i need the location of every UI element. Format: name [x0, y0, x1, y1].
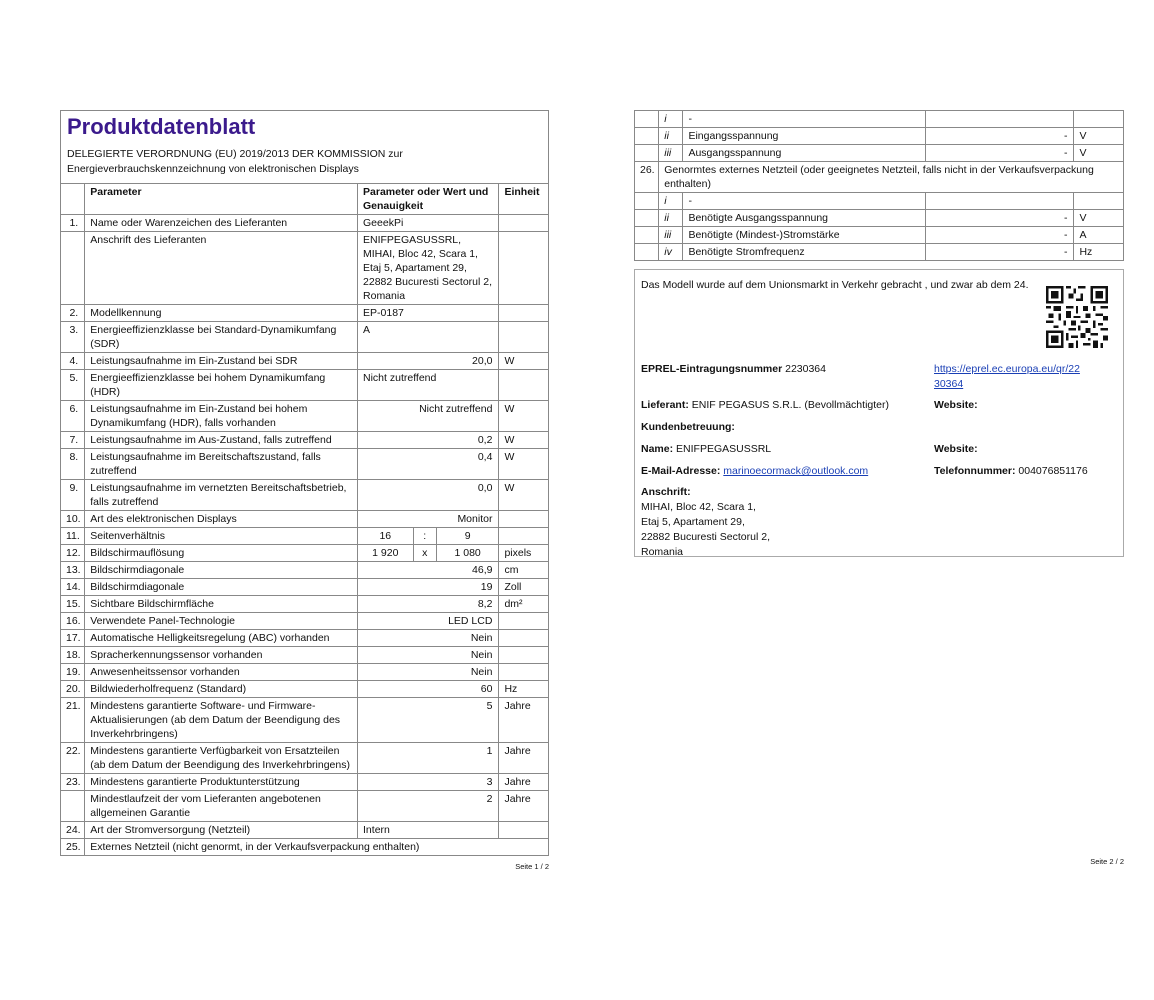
row-unit	[499, 664, 549, 681]
sub-label: -	[683, 193, 925, 210]
table-row	[61, 791, 549, 822]
table-row	[61, 432, 549, 449]
row-parameter: Sichtbare Bildschirmfläche	[85, 596, 358, 613]
row-unit	[499, 305, 549, 322]
row-value: 19	[358, 579, 499, 596]
row-parameter: Automatische Helligkeitsregelung (ABC) vorhanden	[85, 630, 358, 647]
row-value: 3	[358, 774, 499, 791]
qr-code-icon	[1046, 286, 1108, 348]
row-unit: Jahre	[499, 743, 549, 774]
row-parameter: Genormtes externes Netzteil (oder geeignetes Netzteil, falls nicht in der Verkaufsverpackung enthalten)	[659, 162, 1124, 193]
email-line	[641, 464, 868, 479]
row-index: 2.	[61, 305, 85, 322]
row-unit	[499, 647, 549, 664]
phone-label: Telefonnummer:	[934, 465, 1016, 477]
table-row	[61, 630, 549, 647]
sub-row	[635, 128, 1124, 145]
support-label: Kundenbetreuung:	[641, 421, 735, 433]
sub-value	[925, 111, 1074, 128]
row-parameter: Mindestlaufzeit der vom Lieferanten angebotenen allgemeinen Garantie	[85, 791, 358, 822]
sub-value: -	[925, 244, 1074, 261]
row-value: 8,2	[358, 596, 499, 613]
sub-unit: V	[1074, 210, 1124, 227]
phone-line	[934, 464, 1088, 479]
row-parameter: Leistungsaufnahme im Aus-Zustand, falls zutreffend	[85, 432, 358, 449]
sub-row	[635, 193, 1124, 210]
table-row	[61, 232, 549, 305]
table-row-aspect	[61, 528, 549, 545]
row-index	[635, 227, 659, 244]
row-index	[61, 791, 85, 822]
resolution-height: 1 080	[436, 545, 499, 562]
row-parameter: Bildschirmauflösung	[85, 545, 358, 562]
row-index	[635, 244, 659, 261]
row-unit	[499, 215, 549, 232]
sub-roman: ii	[659, 210, 683, 227]
row-index: 9.	[61, 480, 85, 511]
table-row	[61, 511, 549, 528]
eprel-link[interactable]	[934, 362, 1080, 392]
row-value: 5	[358, 698, 499, 743]
row-unit: Zoll	[499, 579, 549, 596]
row-index	[635, 193, 659, 210]
email-label: E-Mail-Adresse:	[641, 465, 721, 477]
website-label-1: Website:	[934, 399, 978, 411]
row-index: 23.	[61, 774, 85, 791]
row-index: 7.	[61, 432, 85, 449]
sub-value	[925, 193, 1074, 210]
sub-unit	[1074, 111, 1124, 128]
header-value: Parameter oder Wert und Genauigkeit	[358, 184, 499, 215]
website-label-2: Website:	[934, 443, 978, 455]
row-value: Nicht zutreffend	[358, 401, 499, 432]
row-index: 26.	[635, 162, 659, 193]
document-title: Produktdatenblatt	[60, 110, 549, 141]
table-row	[61, 774, 549, 791]
page-footer: Seite 2 / 2	[1090, 857, 1124, 866]
sub-label: Benötigte Ausgangsspannung	[683, 210, 925, 227]
row-parameter: Mindestens garantierte Software- und Firmware-Aktualisierungen (ab dem Datum der Beendigung des Inverkehrbringens)	[85, 698, 358, 743]
row-index: 3.	[61, 322, 85, 353]
eprel-label: EPREL-Eintragungsnummer	[641, 363, 783, 375]
resolution-width: 1 920	[358, 545, 414, 562]
address-line-3: 22882 Bucuresti Sectorul 2,	[641, 531, 770, 543]
row-value: 0,0	[358, 480, 499, 511]
table-row	[61, 613, 549, 630]
row-parameter: Bildschirmdiagonale	[85, 562, 358, 579]
address-line-2: Etaj 5, Apartament 29,	[641, 516, 745, 528]
page-2	[634, 110, 1124, 866]
row-parameter: Leistungsaufnahme im Ein-Zustand bei hohem Dynamikumfang (HDR), falls vorhanden	[85, 401, 358, 432]
row-parameter: Name oder Warenzeichen des Lieferanten	[85, 215, 358, 232]
row-parameter: Energieeffizienzklasse bei Standard-Dynamikumfang (SDR)	[85, 322, 358, 353]
power-supply-table	[634, 110, 1124, 261]
sub-unit: V	[1074, 145, 1124, 162]
row-index: 10.	[61, 511, 85, 528]
row-unit	[499, 613, 549, 630]
row-unit	[499, 232, 549, 305]
row-unit: pixels	[499, 545, 549, 562]
row-unit: dm²	[499, 596, 549, 613]
header-index	[61, 184, 85, 215]
resolution-separator: x	[413, 545, 436, 562]
sub-row	[635, 227, 1124, 244]
aspect-width: 16	[358, 528, 414, 545]
sub-value: -	[925, 128, 1074, 145]
row-unit	[499, 630, 549, 647]
row-index: 20.	[61, 681, 85, 698]
row-value: EP-0187	[358, 305, 499, 322]
row-index: 12.	[61, 545, 85, 562]
row-index: 15.	[61, 596, 85, 613]
table-row	[61, 698, 549, 743]
row-index: 25.	[61, 839, 85, 856]
row-value: 1	[358, 743, 499, 774]
row-unit: W	[499, 353, 549, 370]
row-index: 1.	[61, 215, 85, 232]
row-parameter: Leistungsaufnahme im Ein-Zustand bei SDR	[85, 353, 358, 370]
table-row-resolution	[61, 545, 549, 562]
row-parameter: Modellkennung	[85, 305, 358, 322]
row-unit: Hz	[499, 681, 549, 698]
supplier-value: ENIF PEGASUS S.R.L. (Bevollmächtigter)	[691, 399, 889, 411]
row-index: 19.	[61, 664, 85, 681]
table-row	[61, 743, 549, 774]
row-index	[635, 111, 659, 128]
sub-row	[635, 244, 1124, 261]
row-unit: cm	[499, 562, 549, 579]
sub-roman: iii	[659, 227, 683, 244]
row-value: LED LCD	[358, 613, 499, 630]
table-row	[61, 562, 549, 579]
sub-roman: i	[659, 111, 683, 128]
row-unit	[499, 511, 549, 528]
row-index: 11.	[61, 528, 85, 545]
row-parameter: Bildschirmdiagonale	[85, 579, 358, 596]
row-index: 4.	[61, 353, 85, 370]
header-unit: Einheit	[499, 184, 549, 215]
row-unit: W	[499, 401, 549, 432]
row-unit	[499, 822, 549, 839]
row-unit: W	[499, 449, 549, 480]
supplier-label: Lieferant:	[641, 399, 689, 411]
row-index: 8.	[61, 449, 85, 480]
supplier-info-box	[634, 269, 1124, 557]
address-block	[641, 500, 770, 560]
table-row	[61, 664, 549, 681]
sub-row	[635, 111, 1124, 128]
table-row	[61, 305, 549, 322]
table-row	[61, 579, 549, 596]
row-value: Monitor	[358, 511, 499, 528]
row-index	[635, 128, 659, 145]
row-parameter: Art der Stromversorgung (Netzteil)	[85, 822, 358, 839]
page-1	[60, 110, 549, 871]
document-subtitle	[60, 141, 549, 183]
row-parameter: Leistungsaufnahme im Bereitschaftszustand, falls zutreffend	[85, 449, 358, 480]
row-unit	[499, 528, 549, 545]
row-parameter: Anschrift des Lieferanten	[85, 232, 358, 305]
table-row	[61, 647, 549, 664]
sub-label: -	[683, 111, 925, 128]
row-index	[635, 145, 659, 162]
supplier-line	[641, 398, 889, 413]
sub-row	[635, 145, 1124, 162]
row-parameter: Mindestens garantierte Verfügbarkeit von Ersatzteilen (ab dem Datum der Beendigung des Inverkehrbringens)	[85, 743, 358, 774]
row-parameter: Spracherkennungssensor vorhanden	[85, 647, 358, 664]
row-value: GeeekPi	[358, 215, 499, 232]
row-value: ENIFPEGASUSSRL, MIHAI, Bloc 42, Scara 1, Etaj 5, Apartament 29, 22882 Bucuresti Sectorul 2, Romania	[358, 232, 499, 305]
row-value: Nein	[358, 630, 499, 647]
row-value: Intern	[358, 822, 499, 839]
table-row	[61, 480, 549, 511]
row-value: Nicht zutreffend	[358, 370, 499, 401]
row-parameter: Bildwiederholfrequenz (Standard)	[85, 681, 358, 698]
sub-value: -	[925, 145, 1074, 162]
row-value: 0,2	[358, 432, 499, 449]
sub-roman: iii	[659, 145, 683, 162]
table-row	[61, 401, 549, 432]
sub-unit	[1074, 193, 1124, 210]
name-value: ENIFPEGASUSSRL	[676, 443, 772, 455]
sub-roman: ii	[659, 128, 683, 145]
sub-label: Benötigte (Mindest-)Stromstärke	[683, 227, 925, 244]
sub-label: Ausgangsspannung	[683, 145, 925, 162]
row-index: 21.	[61, 698, 85, 743]
product-data-table	[60, 183, 549, 856]
address-line-1: MIHAI, Bloc 42, Scara 1,	[641, 501, 756, 513]
row-value: 20,0	[358, 353, 499, 370]
row-index: 24.	[61, 822, 85, 839]
row-value: 60	[358, 681, 499, 698]
name-line	[641, 442, 771, 457]
sub-unit: V	[1074, 128, 1124, 145]
row-index: 14.	[61, 579, 85, 596]
sub-unit: A	[1074, 227, 1124, 244]
aspect-separator: :	[413, 528, 436, 545]
table-row	[61, 449, 549, 480]
row-index: 17.	[61, 630, 85, 647]
table-row	[61, 596, 549, 613]
sub-label: Eingangsspannung	[683, 128, 925, 145]
phone-value: 004076851176	[1018, 465, 1088, 477]
row-parameter: Verwendete Panel-Technologie	[85, 613, 358, 630]
eprel-link-line-1[interactable]: https://eprel.ec.europa.eu/qr/22	[934, 363, 1080, 375]
row-index: 18.	[61, 647, 85, 664]
sub-roman: i	[659, 193, 683, 210]
table-row-26	[635, 162, 1124, 193]
sub-label: Benötigte Stromfrequenz	[683, 244, 925, 261]
row-unit	[499, 370, 549, 401]
row-value: Nein	[358, 647, 499, 664]
eprel-line	[641, 362, 826, 377]
row-index	[635, 210, 659, 227]
eprel-number: 2230364	[785, 363, 826, 375]
row-unit	[499, 322, 549, 353]
email-link[interactable]: marinoecormack@outlook.com	[723, 465, 869, 477]
table-row	[61, 681, 549, 698]
row-index: 6.	[61, 401, 85, 432]
sub-row	[635, 210, 1124, 227]
address-line-4: Romania	[641, 546, 684, 558]
row-index: 13.	[61, 562, 85, 579]
sub-unit: Hz	[1074, 244, 1124, 261]
sub-value: -	[925, 210, 1074, 227]
table-row	[61, 822, 549, 839]
market-text: Das Modell wurde auf dem Unionsmarkt in Verkehr gebracht , und zwar ab dem 24.	[641, 279, 1029, 291]
row-value: A	[358, 322, 499, 353]
row-value: 0,4	[358, 449, 499, 480]
table-row	[61, 370, 549, 401]
row-parameter: Art des elektronischen Displays	[85, 511, 358, 528]
table-row	[61, 215, 549, 232]
sub-roman: iv	[659, 244, 683, 261]
row-parameter: Externes Netzteil (nicht genormt, in der Verkaufsverpackung enthalten)	[85, 839, 549, 856]
row-value: 46,9	[358, 562, 499, 579]
row-parameter: Mindestens garantierte Produktunterstützung	[85, 774, 358, 791]
row-parameter: Energieeffizienzklasse bei hohem Dynamikumfang (HDR)	[85, 370, 358, 401]
row-parameter: Seitenverhältnis	[85, 528, 358, 545]
row-unit: Jahre	[499, 698, 549, 743]
row-unit: Jahre	[499, 774, 549, 791]
row-index: 5.	[61, 370, 85, 401]
header-parameter: Parameter	[85, 184, 358, 215]
subtitle-line-2: Energieverbrauchskennzeichnung von elektronischen Displays	[67, 163, 359, 175]
address-label: Anschrift:	[641, 486, 691, 498]
page-footer: Seite 1 / 2	[515, 862, 549, 871]
row-index	[61, 232, 85, 305]
row-index: 16.	[61, 613, 85, 630]
row-index: 22.	[61, 743, 85, 774]
row-unit: W	[499, 480, 549, 511]
name-label: Name:	[641, 443, 674, 455]
eprel-link-line-2[interactable]: 30364	[934, 378, 964, 390]
table-row-25	[61, 839, 549, 856]
row-unit: W	[499, 432, 549, 449]
table-header-row	[61, 184, 549, 215]
subtitle-line-1: DELEGIERTE VERORDNUNG (EU) 2019/2013 DER KOMMISSION zur	[67, 148, 403, 160]
row-parameter: Leistungsaufnahme im vernetzten Bereitschaftsbetrieb, falls zutreffend	[85, 480, 358, 511]
row-unit: Jahre	[499, 791, 549, 822]
sub-value: -	[925, 227, 1074, 244]
row-value: 2	[358, 791, 499, 822]
table-row	[61, 353, 549, 370]
row-parameter: Anwesenheitssensor vorhanden	[85, 664, 358, 681]
row-value: Nein	[358, 664, 499, 681]
aspect-height: 9	[436, 528, 499, 545]
table-row	[61, 322, 549, 353]
